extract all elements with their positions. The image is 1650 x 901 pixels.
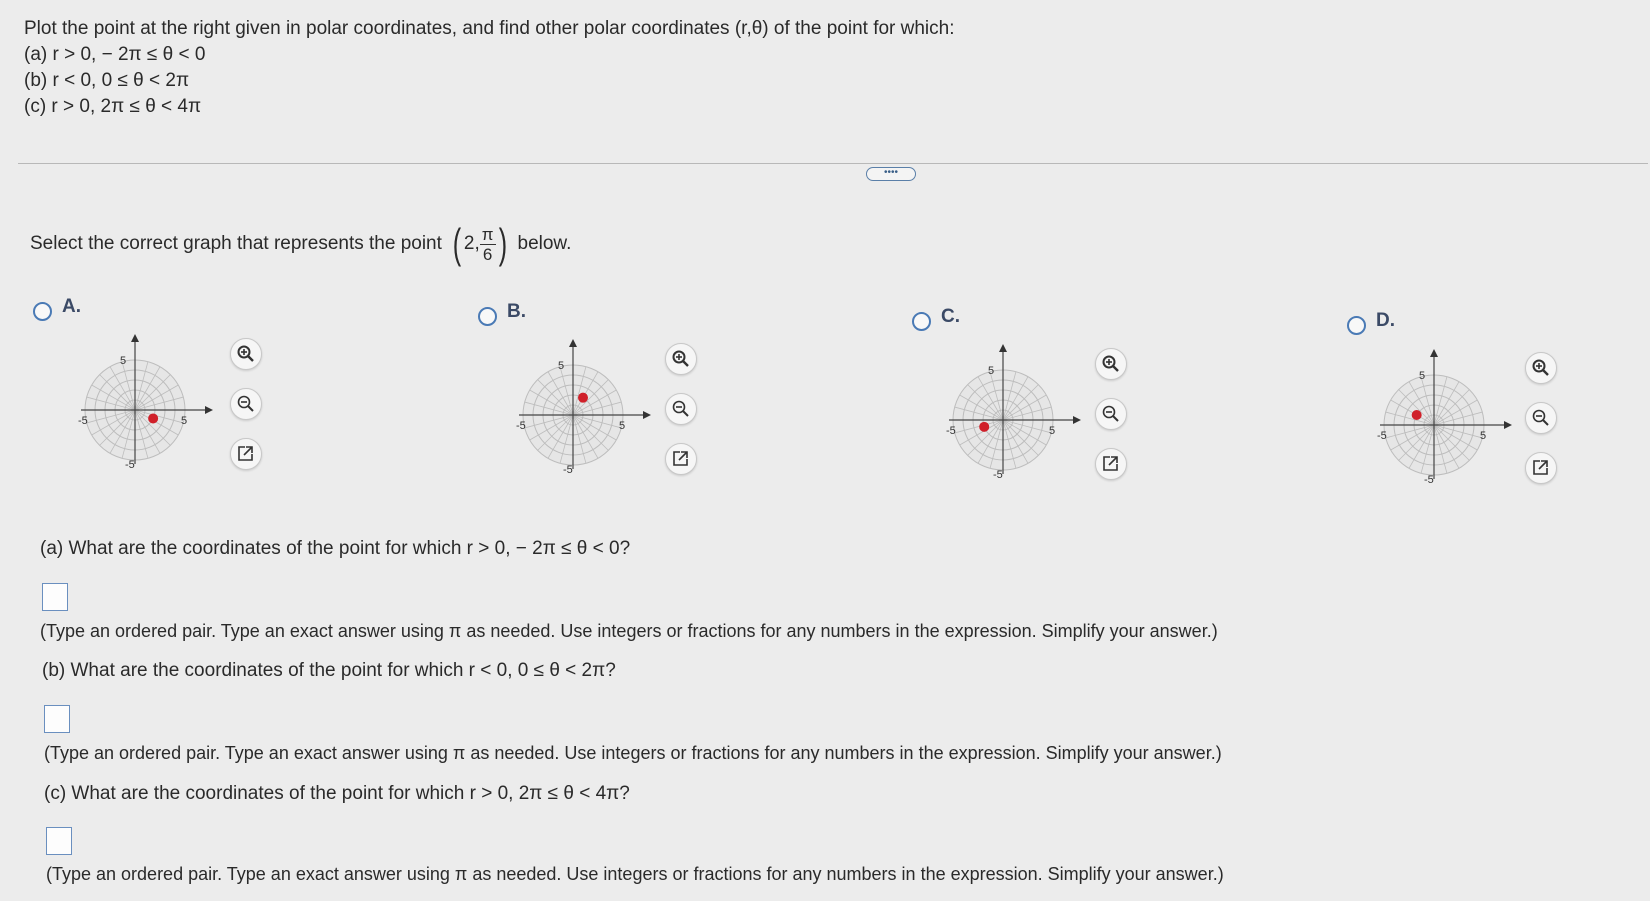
option-a-open-external-button[interactable]: [230, 438, 262, 470]
option-c-y-arrow: [999, 344, 1007, 352]
option-c-zoom-out-button[interactable]: [1095, 398, 1127, 430]
option-d-tick-right: 5: [1480, 430, 1487, 442]
option-c-x-arrow: [1073, 416, 1081, 424]
section-divider: [18, 163, 1648, 164]
option-d-tick-left: -5: [1377, 430, 1387, 442]
select-prefix: Select the correct graph that represents the point: [30, 233, 442, 254]
option-a-tick-left: -5: [78, 415, 88, 427]
option-b-tick-top: 5: [558, 360, 565, 372]
option-b-zoom-out-button[interactable]: [665, 393, 697, 425]
point-r: 2,: [463, 233, 480, 254]
option-a-y-arrow: [131, 334, 139, 342]
zoom-in-icon: [1531, 358, 1551, 378]
zoom-out-icon: [1531, 408, 1551, 428]
point-theta: [480, 225, 496, 264]
answer-input-a[interactable]: [42, 583, 68, 611]
option-b-plotted-point: [578, 393, 588, 403]
zoom-out-icon: [671, 399, 691, 419]
theta-denominator: 6: [482, 244, 493, 264]
option-a-tick-right: 5: [181, 415, 188, 427]
option-b-x-arrow: [643, 411, 651, 419]
option-d-radio[interactable]: [1347, 316, 1366, 335]
zoom-out-icon: [236, 394, 256, 414]
option-b-zoom-in-button[interactable]: [665, 343, 697, 375]
option-d-zoom-in-button[interactable]: [1525, 352, 1557, 384]
select-suffix: below.: [517, 233, 572, 254]
option-d-y-arrow: [1430, 349, 1438, 357]
open-external-icon: [236, 444, 256, 464]
more-button[interactable]: ••••: [866, 167, 916, 181]
option-c-plotted-point: [979, 422, 989, 432]
option-a-zoom-in-button[interactable]: [230, 338, 262, 370]
option-a-polar-graph[interactable]: [78, 325, 230, 471]
answer-input-b[interactable]: [44, 705, 70, 733]
option-c-polar-graph[interactable]: [946, 335, 1098, 481]
problem-statement: Plot the point at the right given in polar coordinates, and find other polar coordinates (r,θ) of the point for which:: [24, 18, 955, 39]
option-d-plotted-point: [1412, 410, 1422, 420]
open-external-icon: [1101, 454, 1121, 474]
option-a-tick-top: 5: [120, 355, 127, 367]
option-a-label[interactable]: A.: [62, 296, 81, 317]
option-d-x-arrow: [1504, 421, 1512, 429]
open-external-icon: [1531, 458, 1551, 478]
option-b-tick-bottom: -5: [563, 464, 573, 476]
option-c-zoom-in-button[interactable]: [1095, 348, 1127, 380]
option-a-tick-bottom: -5: [125, 459, 135, 471]
option-c-tick-left: -5: [946, 425, 956, 437]
theta-numerator: π: [481, 224, 494, 244]
option-b-label[interactable]: B.: [507, 301, 526, 322]
option-b-open-external-button[interactable]: [665, 443, 697, 475]
option-b-polar-graph[interactable]: [516, 330, 668, 476]
zoom-out-icon: [1101, 404, 1121, 424]
right-paren: ): [498, 220, 507, 267]
option-d-open-external-button[interactable]: [1525, 452, 1557, 484]
hint-b: (Type an ordered pair. Type an exact answer using π as needed. Use integers or fractions for any numbers in the expression. Simplify your answer.): [44, 743, 1222, 763]
select-prompt: [30, 220, 571, 268]
option-b-tick-right: 5: [619, 420, 626, 432]
option-c-label[interactable]: C.: [941, 306, 960, 327]
option-b-y-arrow: [569, 339, 577, 347]
condition-b: (b) r < 0, 0 ≤ θ < 2π: [24, 70, 190, 91]
question-a: (a) What are the coordinates of the point for which r > 0, − 2π ≤ θ < 0?: [40, 538, 631, 559]
option-a-x-arrow: [205, 406, 213, 414]
option-d-tick-top: 5: [1419, 370, 1426, 382]
open-external-icon: [671, 449, 691, 469]
left-paren: (: [452, 220, 462, 267]
option-b-tick-left: -5: [516, 420, 526, 432]
question-c: (c) What are the coordinates of the point for which r > 0, 2π ≤ θ < 4π?: [44, 783, 630, 804]
zoom-in-icon: [1101, 354, 1121, 374]
option-c-tick-bottom: -5: [993, 469, 1003, 481]
option-a-radio[interactable]: [33, 302, 52, 321]
zoom-in-icon: [671, 349, 691, 369]
option-b-radio[interactable]: [478, 307, 497, 326]
option-d-polar-graph[interactable]: [1377, 340, 1529, 486]
option-a-zoom-out-button[interactable]: [230, 388, 262, 420]
question-b: (b) What are the coordinates of the point for which r < 0, 0 ≤ θ < 2π?: [42, 660, 616, 681]
option-c-tick-top: 5: [988, 365, 995, 377]
answer-input-c[interactable]: [46, 827, 72, 855]
point-expression: [450, 220, 510, 268]
condition-c: (c) r > 0, 2π ≤ θ < 4π: [24, 96, 202, 117]
hint-a: (Type an ordered pair. Type an exact answer using π as needed. Use integers or fractions for any numbers in the expression. Simplify your answer.): [40, 621, 1218, 641]
option-c-open-external-button[interactable]: [1095, 448, 1127, 480]
condition-a: (a) r > 0, − 2π ≤ θ < 0: [24, 44, 206, 65]
option-d-tick-bottom: -5: [1424, 474, 1434, 486]
option-d-zoom-out-button[interactable]: [1525, 402, 1557, 434]
option-c-tick-right: 5: [1049, 425, 1056, 437]
hint-c: (Type an ordered pair. Type an exact answer using π as needed. Use integers or fractions for any numbers in the expression. Simplify your answer.): [46, 864, 1224, 884]
zoom-in-icon: [236, 344, 256, 364]
option-c-radio[interactable]: [912, 312, 931, 331]
option-d-label[interactable]: D.: [1376, 310, 1395, 331]
option-a-plotted-point: [148, 413, 158, 423]
